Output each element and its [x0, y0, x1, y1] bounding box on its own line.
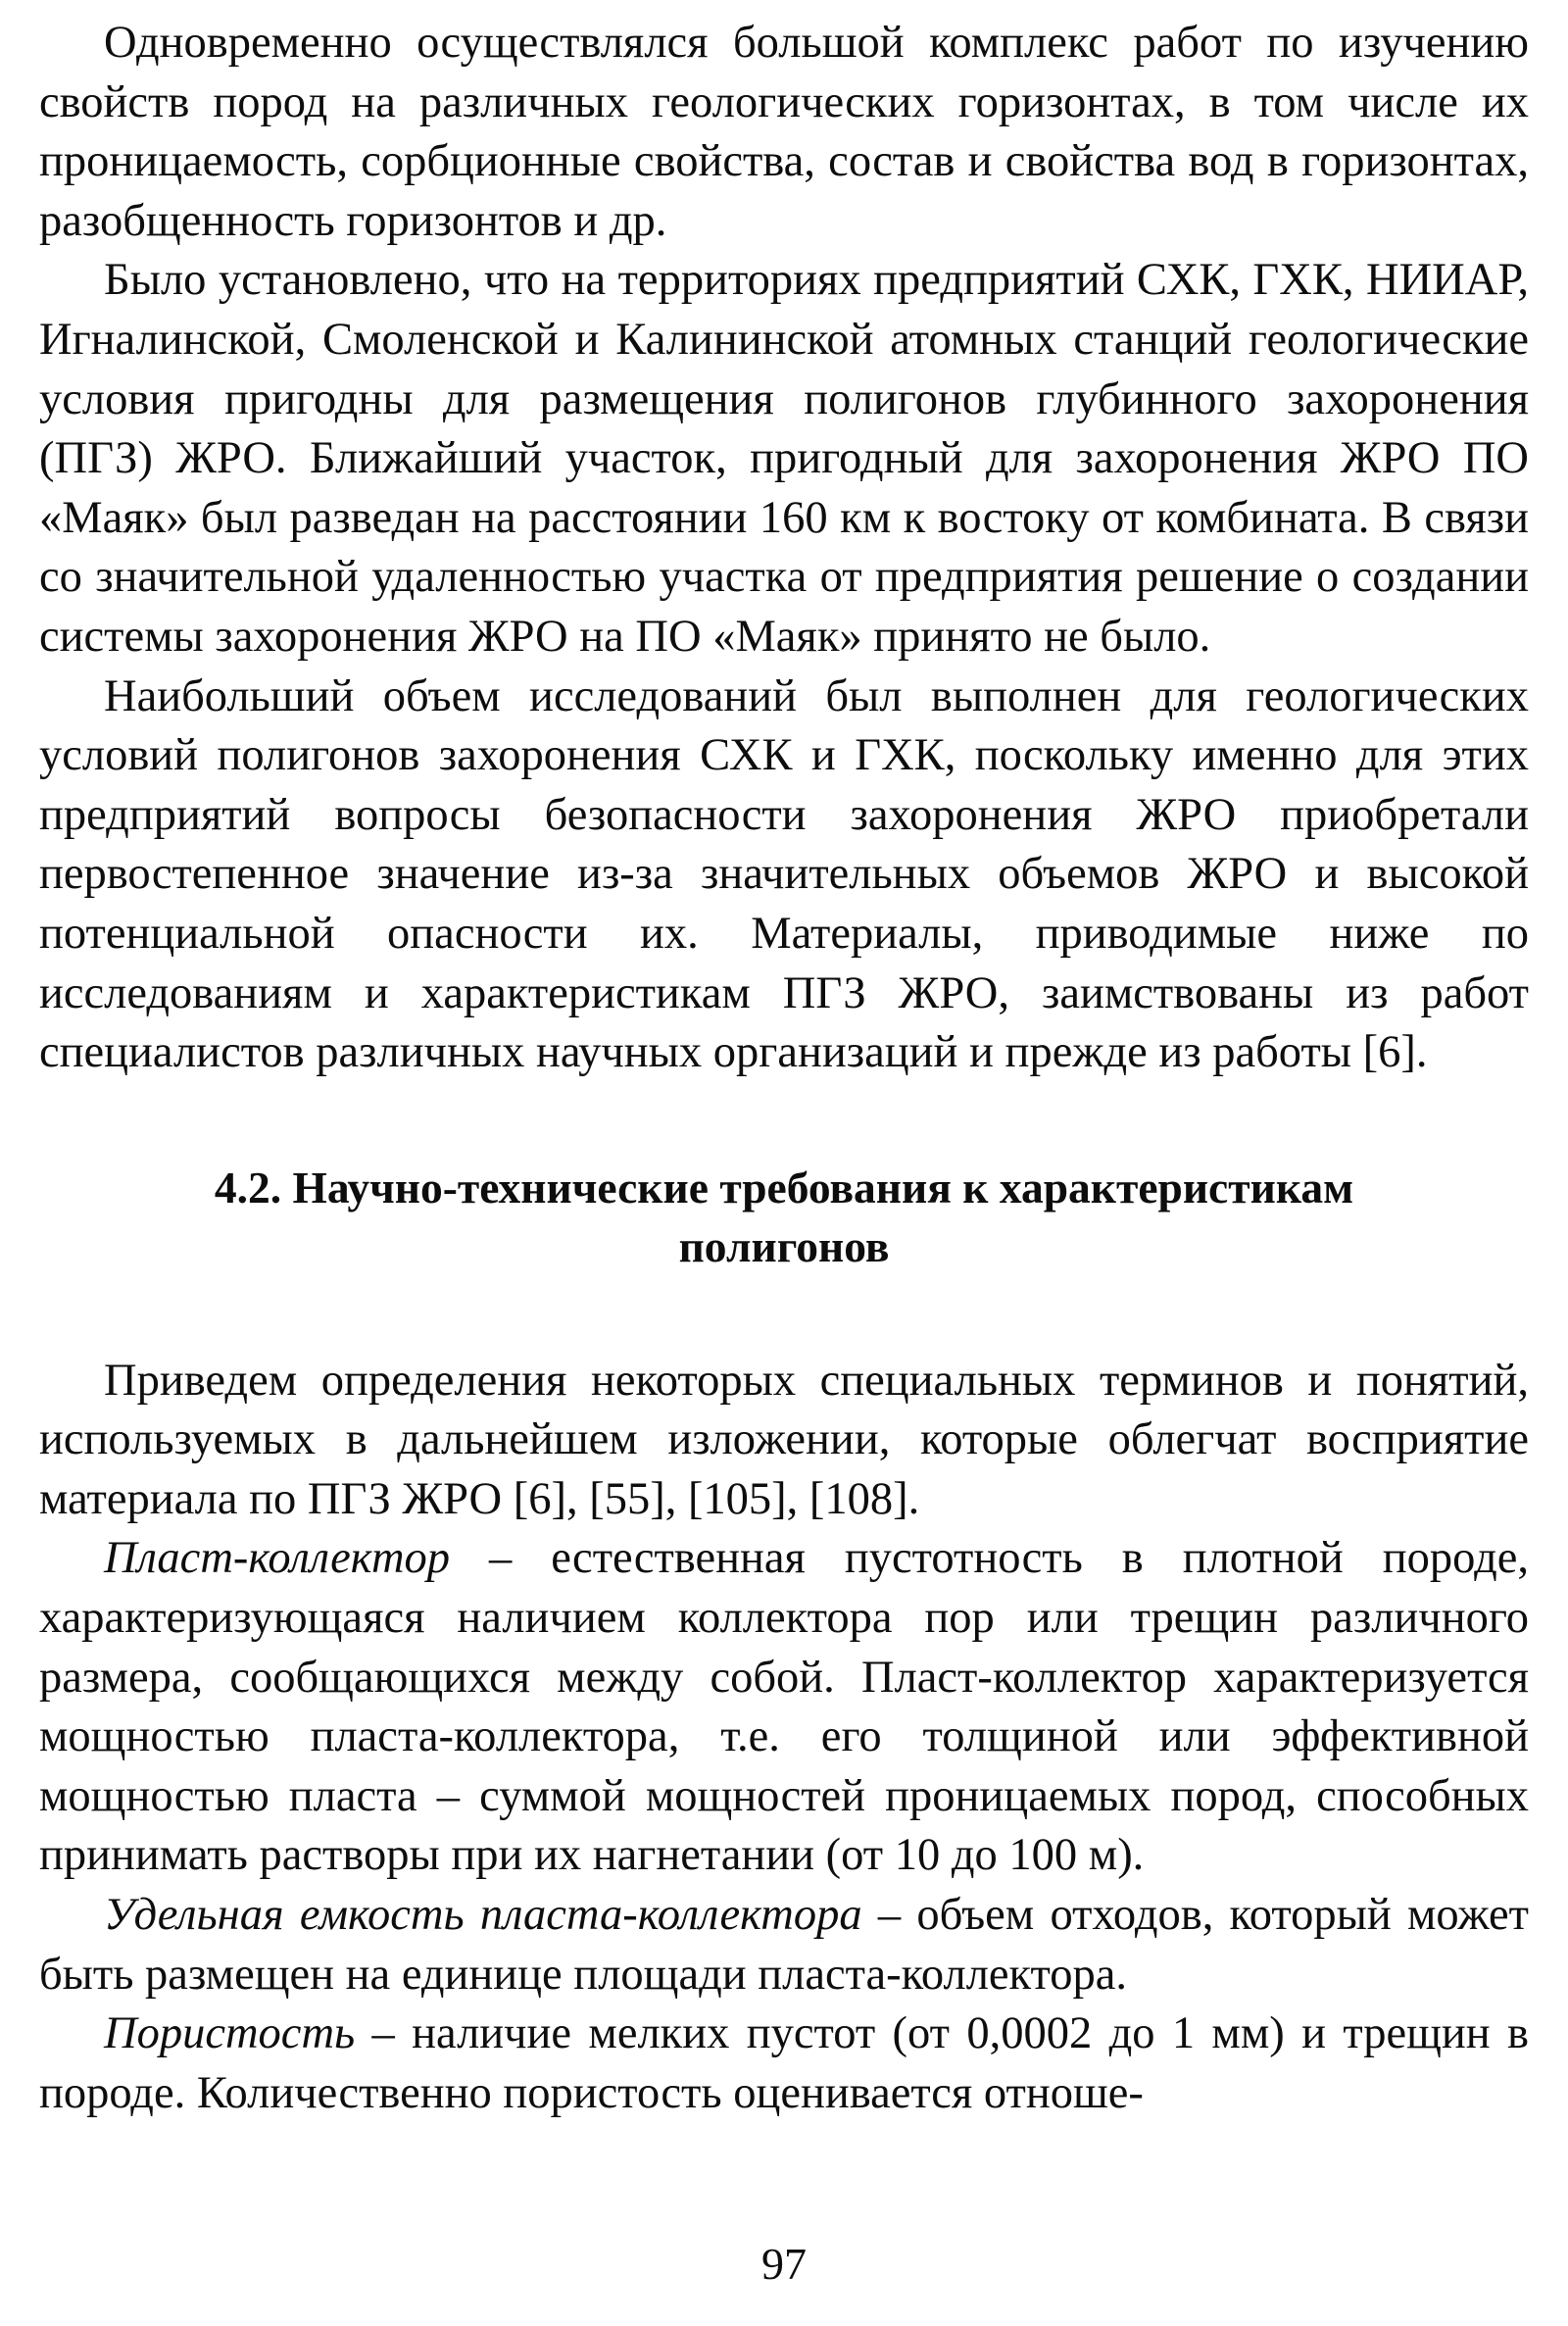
- page-number: 97: [761, 2239, 807, 2289]
- paragraph-research-volume: Наибольший объем исследований был выполнен для геологических условий полигонов захоронения СХК и ГХК, поскольку именно для этих предприятий вопросы безопасности захоронения ЖРО приобретали первостепенное значение из-за значительных объемов ЖРО и высокой потенциальной опасности их. Материалы, приводимые ниже по исследованиям и характеристикам ПГЗ ЖРО, заимствованы из работ специалистов различных научных организаций и прежде из работы [6].: [39, 670, 1529, 1078]
- definition-text: – наличие мелких пустот (от 0,0002 до 1 мм) и трещин в породе. Количественно пористость оценивается отноше-: [39, 2008, 1529, 2118]
- definition-text: – объем отходов, который может быть размещен на единице площади пласта-коллектора.: [39, 1890, 1529, 2000]
- definition-porosity: [39, 2004, 1529, 2123]
- section-heading-line-1: 4.2. Научно-технические требования к характеристикам: [214, 1162, 1354, 1212]
- section-heading-line-2: полигонов: [678, 1220, 890, 1271]
- definition-term: Пласт-коллектор: [104, 1533, 451, 1584]
- definition-specific-capacity: [39, 1886, 1529, 2004]
- paragraph-geological-conditions: Было установлено, что на территориях предприятий СХК, ГХК, НИИАР, Игналинской, Смоленской и Калининской атомных станций геологические условия пригодны для размещения полигонов глубинного захоронения (ПГЗ) ЖРО. Ближайший участок, пригодный для захоронения ЖРО ПО «Маяк» был разведан на расстоянии 160 км к востоку от комбината. В связи со значительной удаленностью участка от предприятия решение о создании системы захоронения ЖРО на ПО «Маяк» принято не было.: [39, 255, 1529, 662]
- definition-reservoir-layer: [39, 1529, 1529, 1886]
- section-heading: [39, 1159, 1529, 1276]
- definition-text: – естественная пустотность в плотной породе, характеризующаяся наличием коллектора пор или трещин различного размера, сообщающихся между собой. Пласт-коллектор характеризуется мощностью пласта-коллектора, т.е. его толщиной или эффективной мощностью пласта – суммой мощностей проницаемых пород, способных принимать растворы при их нагнетании (от 10 до 100 м).: [39, 1533, 1529, 1881]
- paragraph-intro-definitions: Приведем определения некоторых специальных терминов и понятий, используемых в дальнейшем изложении, которые облегчат восприятие материала по ПГЗ ЖРО [6], [55], [105], [108].: [39, 1355, 1529, 1524]
- definition-term: Удельная емкость пласта-коллектора: [104, 1890, 862, 1941]
- definition-term: Пористость: [104, 2008, 356, 2059]
- paragraph-study-complex: Одновременно осуществлялся большой комплекс работ по изучению свойств пород на различных геологических горизонтах, в том числе их проницаемость, сорбционные свойства, состав и свойства вод в горизонтах, разобщенность горизонтов и др.: [39, 18, 1529, 246]
